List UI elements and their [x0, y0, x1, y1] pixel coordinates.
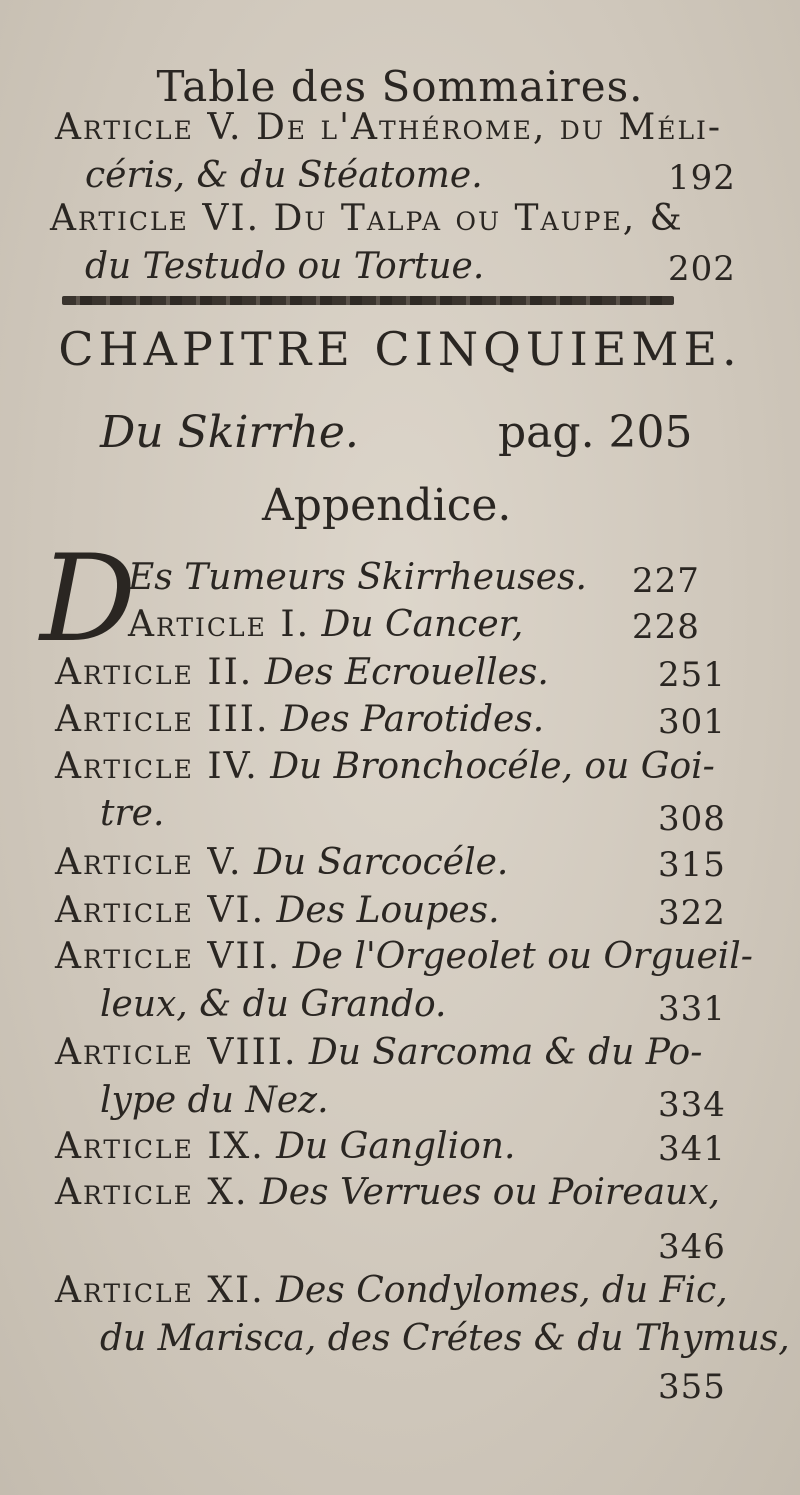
page-number: 228	[632, 607, 700, 647]
article-title: Du Sarcocéle.	[253, 842, 509, 883]
chapter-title: CHAPITRE CINQUIEME.	[58, 322, 742, 376]
article-label: Article V.	[55, 842, 243, 883]
toc-entry-line	[55, 840, 508, 886]
toc-entry-line	[55, 1268, 728, 1314]
article-title: Du Bronchocéle, ou Goi-	[270, 746, 715, 787]
article-label: Article VIII.	[55, 1032, 298, 1073]
page-number: 301	[658, 702, 726, 742]
toc-entry-line	[55, 744, 715, 790]
article-title: Des Loupes.	[276, 890, 500, 931]
chapter-subject: Du Skirrhe.	[100, 407, 359, 458]
entry-text: Article V. De l'Athérome, du Méli-	[55, 107, 723, 148]
page-number: 322	[658, 893, 726, 933]
page-number: 346	[658, 1227, 726, 1267]
page-number: 355	[658, 1367, 726, 1407]
toc-entry-cont: leux, & du Grando.	[100, 984, 447, 1025]
running-head: Table des Sommaires.	[156, 62, 644, 111]
toc-entry-cont: tre.	[100, 793, 165, 834]
article-label: Article IX.	[55, 1126, 265, 1167]
toc-entry-cont: lype du Nez.	[100, 1080, 329, 1121]
toc-entry-line: céris, & du Stéatome.	[85, 155, 483, 196]
toc-entry-line	[55, 1170, 720, 1216]
page-number: 192	[668, 158, 736, 198]
toc-entry-line	[55, 105, 722, 151]
toc-entry-line	[55, 934, 753, 980]
page-number: 331	[658, 989, 726, 1029]
article-label: Article VII.	[55, 936, 282, 977]
toc-entry-line	[55, 650, 549, 696]
page-number: 202	[668, 249, 736, 289]
toc-entry-line: du Testudo ou Tortue.	[85, 246, 485, 287]
article-label: Article IV.	[55, 746, 259, 787]
toc-entry-line	[50, 196, 684, 242]
toc-entry-line	[55, 1124, 515, 1170]
article-label: Article X.	[55, 1172, 249, 1213]
toc-entry-cont: du Marisca, des Crétes & du Thymus,	[100, 1318, 790, 1359]
appendix-heading: Appendice.	[262, 480, 512, 531]
article-title: De l'Orgeolet ou Orgueil-	[292, 936, 753, 977]
toc-entry-line	[128, 602, 523, 648]
article-label: Article I.	[128, 604, 311, 645]
article-label: Article II.	[55, 652, 254, 693]
page-number: 251	[658, 655, 726, 695]
article-title: Des Parotides.	[280, 699, 545, 740]
toc-entry-line	[55, 888, 500, 934]
toc-entry-line	[55, 697, 544, 743]
article-title: Du Ganglion.	[276, 1126, 516, 1167]
article-title: Du Cancer,	[321, 604, 524, 645]
article-label: Article III.	[55, 699, 270, 740]
article-label: Article XI.	[55, 1270, 265, 1311]
page-number: 308	[658, 799, 726, 839]
article-title: Des Condylomes, du Fic,	[276, 1270, 728, 1311]
drop-cap: D	[40, 530, 137, 669]
article-label: Article VI.	[55, 890, 266, 931]
article-title: Des Ecrouelles.	[264, 652, 549, 693]
chapter-page: pag. 205	[498, 407, 693, 458]
page-number: 334	[658, 1085, 726, 1125]
page-number: 315	[658, 845, 726, 885]
article-title: Du Sarcoma & du Po-	[308, 1032, 703, 1073]
page-number: 227	[632, 561, 700, 601]
entry-text: Article VI. Du Talpa ou Taupe, &	[50, 198, 684, 239]
page-number: 341	[658, 1129, 726, 1169]
toc-entry-line: Es Tumeurs Skirrheuses.	[128, 557, 587, 598]
toc-entry-line	[55, 1030, 702, 1076]
article-title: Des Verrues ou Poireaux,	[259, 1172, 720, 1213]
ornamental-rule	[62, 296, 674, 305]
